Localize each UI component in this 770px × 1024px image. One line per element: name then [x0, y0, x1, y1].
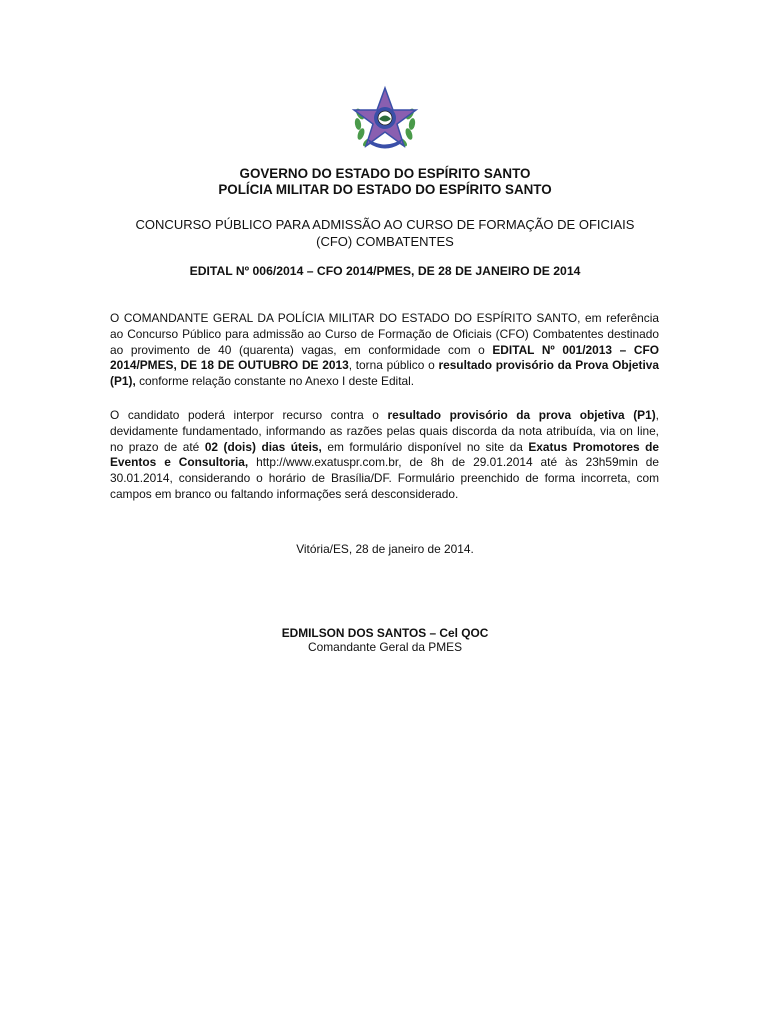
edital-title: EDITAL Nº 006/2014 – CFO 2014/PMES, DE 28 DE JANEIRO DE 2014 — [189, 264, 581, 278]
contest-line-2: (CFO) COMBATENTES — [316, 234, 454, 249]
p2-text-4: http://www.exatuspr.com.br, de 8h de 29.01.2014 até às 23h59min de 30.01.2014, considerando o horário de Brasília/DF. Formulário preenchido de forma incorreta, com campos em branco ou faltando informações será desconsiderado. — [110, 455, 659, 501]
paragraph-result-announcement — [110, 311, 659, 390]
contest-line-1: CONCURSO PÚBLICO PARA ADMISSÃO AO CURSO DE FORMAÇÃO DE OFICIAIS — [135, 217, 635, 232]
government-line: GOVERNO DO ESTADO DO ESPÍRITO SANTO — [239, 166, 531, 181]
p1-edital-reference: EDITAL Nº 001/2013 – CFO 2014/PMES, DE 18 DE OUTUBRO DE 2013 — [110, 342, 659, 373]
p2-text-1: O candidato poderá interpor recurso contra o — [110, 408, 388, 422]
signatory-name: EDMILSON DOS SANTOS – Cel QOC — [281, 626, 489, 640]
police-line: POLÍCIA MILITAR DO ESTADO DO ESPÍRITO SANTO — [218, 182, 552, 197]
p2-result-label: resultado provisório da prova objetiva (P1) — [387, 408, 656, 422]
p1-text-1: O COMANDANTE GERAL DA POLÍCIA MILITAR DO ESTADO DO ESPÍRITO SANTO, em referência ao Concurso Público para admissão ao Curso de Formação de Oficiais (CFO) Combatentes destinado ao provimento de 40 (quarenta) vagas, em conformidade com o — [110, 311, 659, 357]
contest-title — [0, 216, 770, 250]
paragraph-appeal-instructions — [110, 408, 659, 503]
place-and-date: Vitória/ES, 28 de janeiro de 2014. — [296, 542, 474, 556]
p1-result-label: resultado provisório da Prova Objetiva (P1), — [110, 358, 660, 389]
signatory-role: Comandante Geral da PMES — [308, 640, 462, 654]
p2-text-2: , devidamente fundamentado, informando as razões pelas quais discorda da nota atribuída, via on line, no prazo de até — [110, 408, 659, 454]
p2-text-3: em formulário disponível no site da — [321, 439, 529, 454]
coat-of-arms-icon — [350, 84, 420, 154]
issuer-header — [0, 166, 770, 198]
p1-text-3: conforme relação constante no Anexo I deste Edital. — [135, 374, 415, 389]
p2-deadline: 02 (dois) dias úteis, — [204, 439, 322, 454]
p2-organizer: Exatus Promotores de Eventos e Consultoria, — [110, 439, 659, 470]
p1-text-2: , torna público o — [348, 358, 439, 373]
